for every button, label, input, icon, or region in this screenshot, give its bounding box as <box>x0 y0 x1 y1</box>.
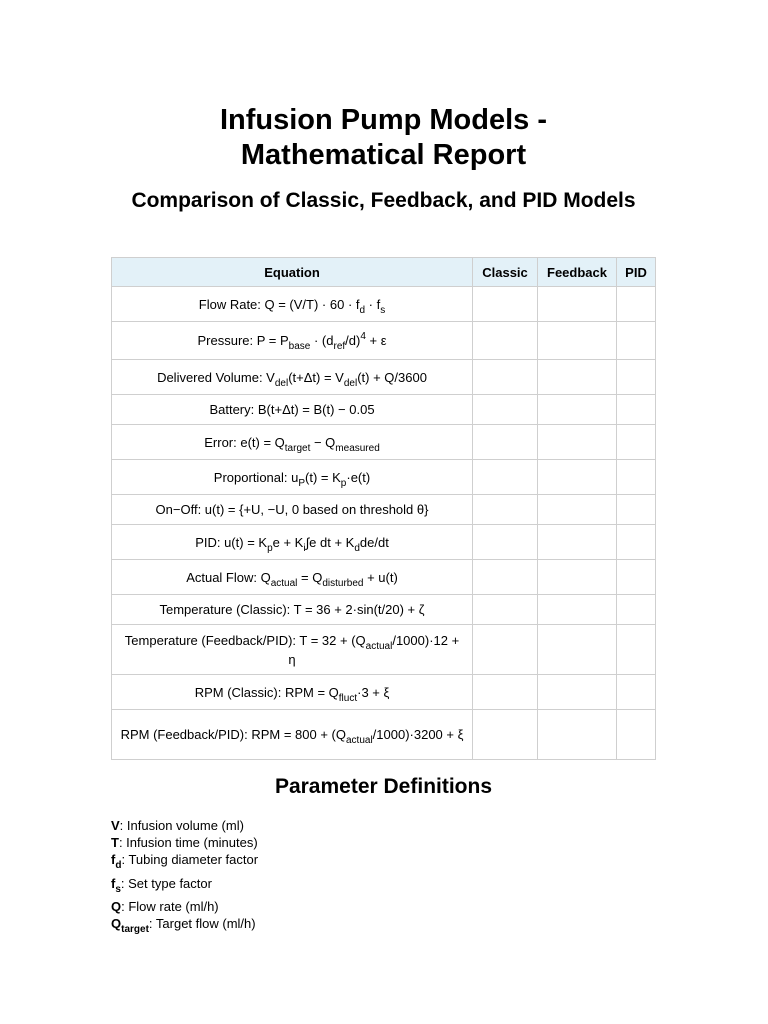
equation-cell: Proportional: $u_P(t) = K_p\cdot e(t)$ <box>112 460 473 495</box>
equation-cell: Actual Flow: $Q_{actual} = Q_{disturbed} + u(t)$ <box>112 560 473 595</box>
classic-cell <box>473 525 538 560</box>
pid-cell <box>616 625 655 675</box>
header-classic: Classic <box>473 258 538 287</box>
table-row <box>112 675 656 710</box>
feedback-cell <box>538 322 617 360</box>
header-feedback: Feedback <box>538 258 617 287</box>
feedback-cell <box>538 425 617 460</box>
table-row <box>112 595 656 625</box>
pid-cell <box>616 287 655 322</box>
pid-cell <box>616 425 655 460</box>
title-line-2: Mathematical Report <box>240 139 527 171</box>
feedback-cell <box>538 360 617 395</box>
definition-item: V: Infusion volume (ml) <box>111 818 244 833</box>
page-subtitle: Comparison of Classic, Feedback, and PID Models <box>131 189 636 212</box>
pid-cell <box>616 560 655 595</box>
definition-item: $f_d$: Tubing diameter factor <box>111 852 259 871</box>
definition-item: T: Infusion time (minutes) <box>111 835 258 850</box>
table-row <box>112 525 656 560</box>
classic-cell <box>473 495 538 525</box>
feedback-cell <box>538 287 617 322</box>
classic-cell <box>473 287 538 322</box>
table-row <box>112 425 656 460</box>
pid-cell <box>616 595 655 625</box>
table-row <box>112 560 656 595</box>
definition-item: $Q_{target}$: Target flow (ml/h) <box>111 916 256 935</box>
pid-cell <box>616 495 655 525</box>
equation-cell: Flow Rate: $Q = (V/T) \cdot 60 \cdot f_d \cdot f_s$ <box>112 287 473 322</box>
feedback-cell <box>538 525 617 560</box>
classic-cell <box>473 360 538 395</box>
feedback-cell <box>538 560 617 595</box>
equation-cell: Temperature (Classic): T = 36 + 2·sin(t/20) + ζ <box>112 595 473 625</box>
table-row <box>112 495 656 525</box>
feedback-cell <box>538 495 617 525</box>
feedback-cell <box>538 710 617 760</box>
classic-cell <box>473 322 538 360</box>
equation-cell: Temperature (Feedback/PID): $T = 32 + (Q_{actual}/1000)\cdot 12 + \eta$ <box>112 625 473 675</box>
table-row <box>112 460 656 495</box>
table-row <box>112 625 656 675</box>
comparison-table <box>111 257 656 760</box>
pid-cell <box>616 710 655 760</box>
classic-cell <box>473 460 538 495</box>
pid-cell <box>616 360 655 395</box>
equation-cell: RPM (Feedback/PID): RPM = $800 + (Q_{actual}/1000)\cdot 3200 + \xi$ <box>112 710 473 760</box>
equation-cell: Delivered Volume: $V_{del}(t+\Delta t) = V_{del}(t) + Q/3600$ <box>112 360 473 395</box>
classic-cell <box>473 710 538 760</box>
feedback-cell <box>538 460 617 495</box>
header-pid: PID <box>616 258 655 287</box>
feedback-cell <box>538 625 617 675</box>
equation-cell: Battery: B(t+Δt) = B(t) − 0.05 <box>112 395 473 425</box>
header-equation: Equation <box>112 258 473 287</box>
table-row <box>112 287 656 322</box>
definition-item: $f_s$: Set type factor <box>111 876 212 895</box>
table-row <box>112 322 656 360</box>
pid-cell <box>616 525 655 560</box>
equation-cell: Error: $e(t) = Q_{target} - Q_{measured}$ <box>112 425 473 460</box>
definition-item: Q: Flow rate (ml/h) <box>111 899 219 914</box>
classic-cell <box>473 595 538 625</box>
pid-cell <box>616 675 655 710</box>
title-line-1: Infusion Pump Models - <box>219 104 548 136</box>
table-row <box>112 710 656 760</box>
feedback-cell <box>538 395 617 425</box>
classic-cell <box>473 675 538 710</box>
equation-cell: RPM (Classic): RPM = $Q_{fluct}\cdot 3 + \xi$ <box>112 675 473 710</box>
classic-cell <box>473 425 538 460</box>
pid-cell <box>616 322 655 360</box>
page-title <box>111 103 656 173</box>
classic-cell <box>473 560 538 595</box>
pid-cell <box>616 460 655 495</box>
feedback-cell <box>538 675 617 710</box>
equation-cell: PID: $u(t) = K_pe + K_i\int e$ dt + $K_dde/dt$ <box>112 525 473 560</box>
table-row <box>112 395 656 425</box>
equation-cell: On−Off: u(t) = {+U, −U, 0 based on threshold θ} <box>112 495 473 525</box>
feedback-cell <box>538 595 617 625</box>
table-header-row <box>112 258 656 287</box>
pid-cell <box>616 395 655 425</box>
table-row <box>112 360 656 395</box>
equation-cell: Pressure: $P = P_{base} \cdot (d_{ref}/d)^4 + \varepsilon$ <box>112 322 473 360</box>
classic-cell <box>473 395 538 425</box>
section-title-parameters: Parameter Definitions <box>274 775 493 798</box>
parameter-definitions <box>111 817 259 935</box>
classic-cell <box>473 625 538 675</box>
